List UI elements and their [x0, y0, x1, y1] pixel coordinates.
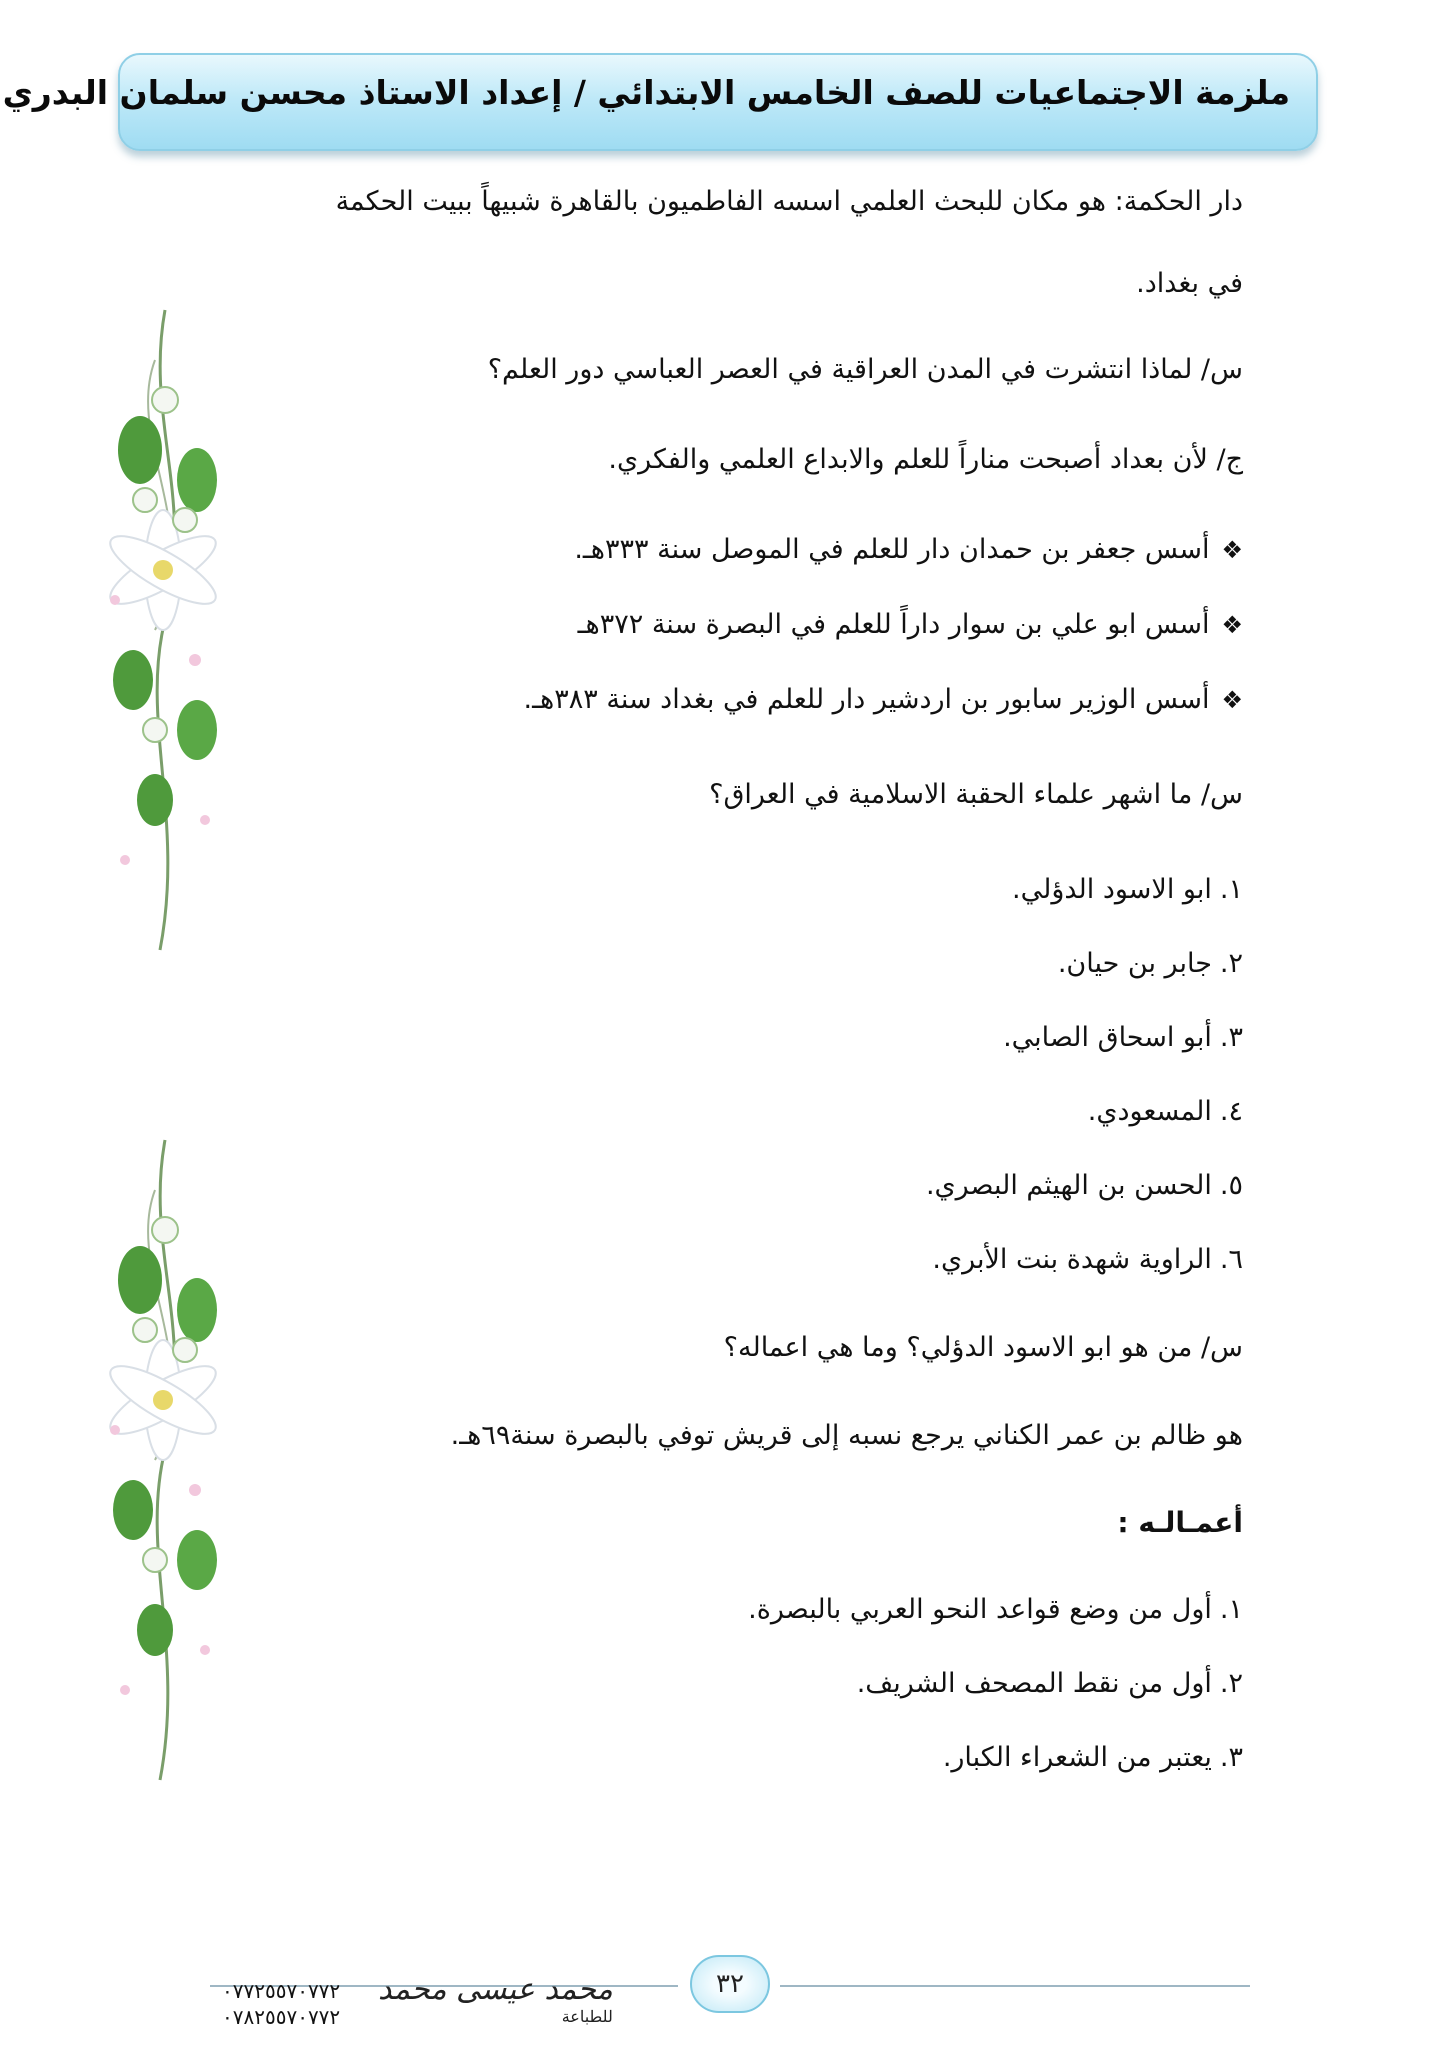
list-item: ٢.جابر بن حيان.	[1057, 948, 1243, 979]
page-number: ٣٢	[716, 1969, 744, 1999]
list-item: ٢.أول من نقط المصحف الشريف.	[856, 1668, 1243, 1699]
printer-signature: محمد عيسى محمد للطباعة	[378, 1972, 613, 2026]
bullet-item: ❖ أسس ابو علي بن سوار داراً للعلم في البصرة سنة ٣٧٢هـ	[578, 609, 1243, 640]
list-item: ١.أول من وضع قواعد النحو العربي بالبصرة.	[748, 1594, 1243, 1625]
bullet-item: ❖ أسس جعفر بن حمدان دار للعلم في الموصل سنة ٣٣٣هـ.	[574, 534, 1243, 565]
footer-phones	[222, 1978, 340, 2030]
flower-decoration-top	[85, 300, 245, 960]
list-item: ٥.الحسن بن الهيثم البصري.	[925, 1170, 1243, 1201]
definition-line: دار الحكمة: هو مكان للبحث العلمي اسسه الفاطميون بالقاهرة شبيهاً ببيت الحكمة	[335, 186, 1243, 217]
question-1: س/ لماذا انتشرت في المدن العراقية في العصر العباسي دور العلم؟	[487, 354, 1243, 385]
question-3: س/ من هو ابو الاسود الدؤلي؟ وما هي اعماله؟	[723, 1332, 1243, 1363]
header-title: ملزمة الاجتماعيات للصف الخامس الابتدائي / إعداد الاستاذ محسن سلمان البدري	[2, 73, 1290, 112]
phone-number: ٠٧٨٢٥٥٧٠٧٧٢	[222, 2005, 341, 2029]
list-item: ٣.أبو اسحاق الصابي.	[1003, 1022, 1243, 1053]
list-item: ٤.المسعودي.	[1087, 1096, 1243, 1127]
phone-number: ٠٧٧٢٥٥٧٠٧٧٢	[222, 1979, 341, 2003]
answer-3: هو ظالم بن عمر الكناني يرجع نسبه إلى قريش توفي بالبصرة سنة٦٩هـ.	[450, 1420, 1243, 1451]
question-2: س/ ما اشهر علماء الحقبة الاسلامية في العراق؟	[709, 779, 1243, 810]
answer-1: ج/ لأن بعداد أصبحت مناراً للعلم والابداع العلمي والفكري.	[608, 444, 1243, 475]
definition-line: في بغداد.	[1136, 268, 1243, 299]
list-item: ٣.يعتبر من الشعراء الكبار.	[942, 1742, 1243, 1773]
page-number-badge	[690, 1955, 770, 2013]
works-heading: أعمـالـه :	[1117, 1506, 1243, 1539]
bullet-item: ❖ أسس الوزير سابور بن اردشير دار للعلم في بغداد سنة ٣٨٣هـ.	[524, 684, 1243, 715]
flower-decoration-bottom	[85, 1130, 245, 1790]
header-banner	[2, 53, 1318, 151]
footer-divider-right	[780, 1985, 1250, 1987]
list-item: ٦.الراوية شهدة بنت الأبري.	[932, 1244, 1243, 1275]
list-item: ١.ابو الاسود الدؤلي.	[1012, 874, 1243, 905]
